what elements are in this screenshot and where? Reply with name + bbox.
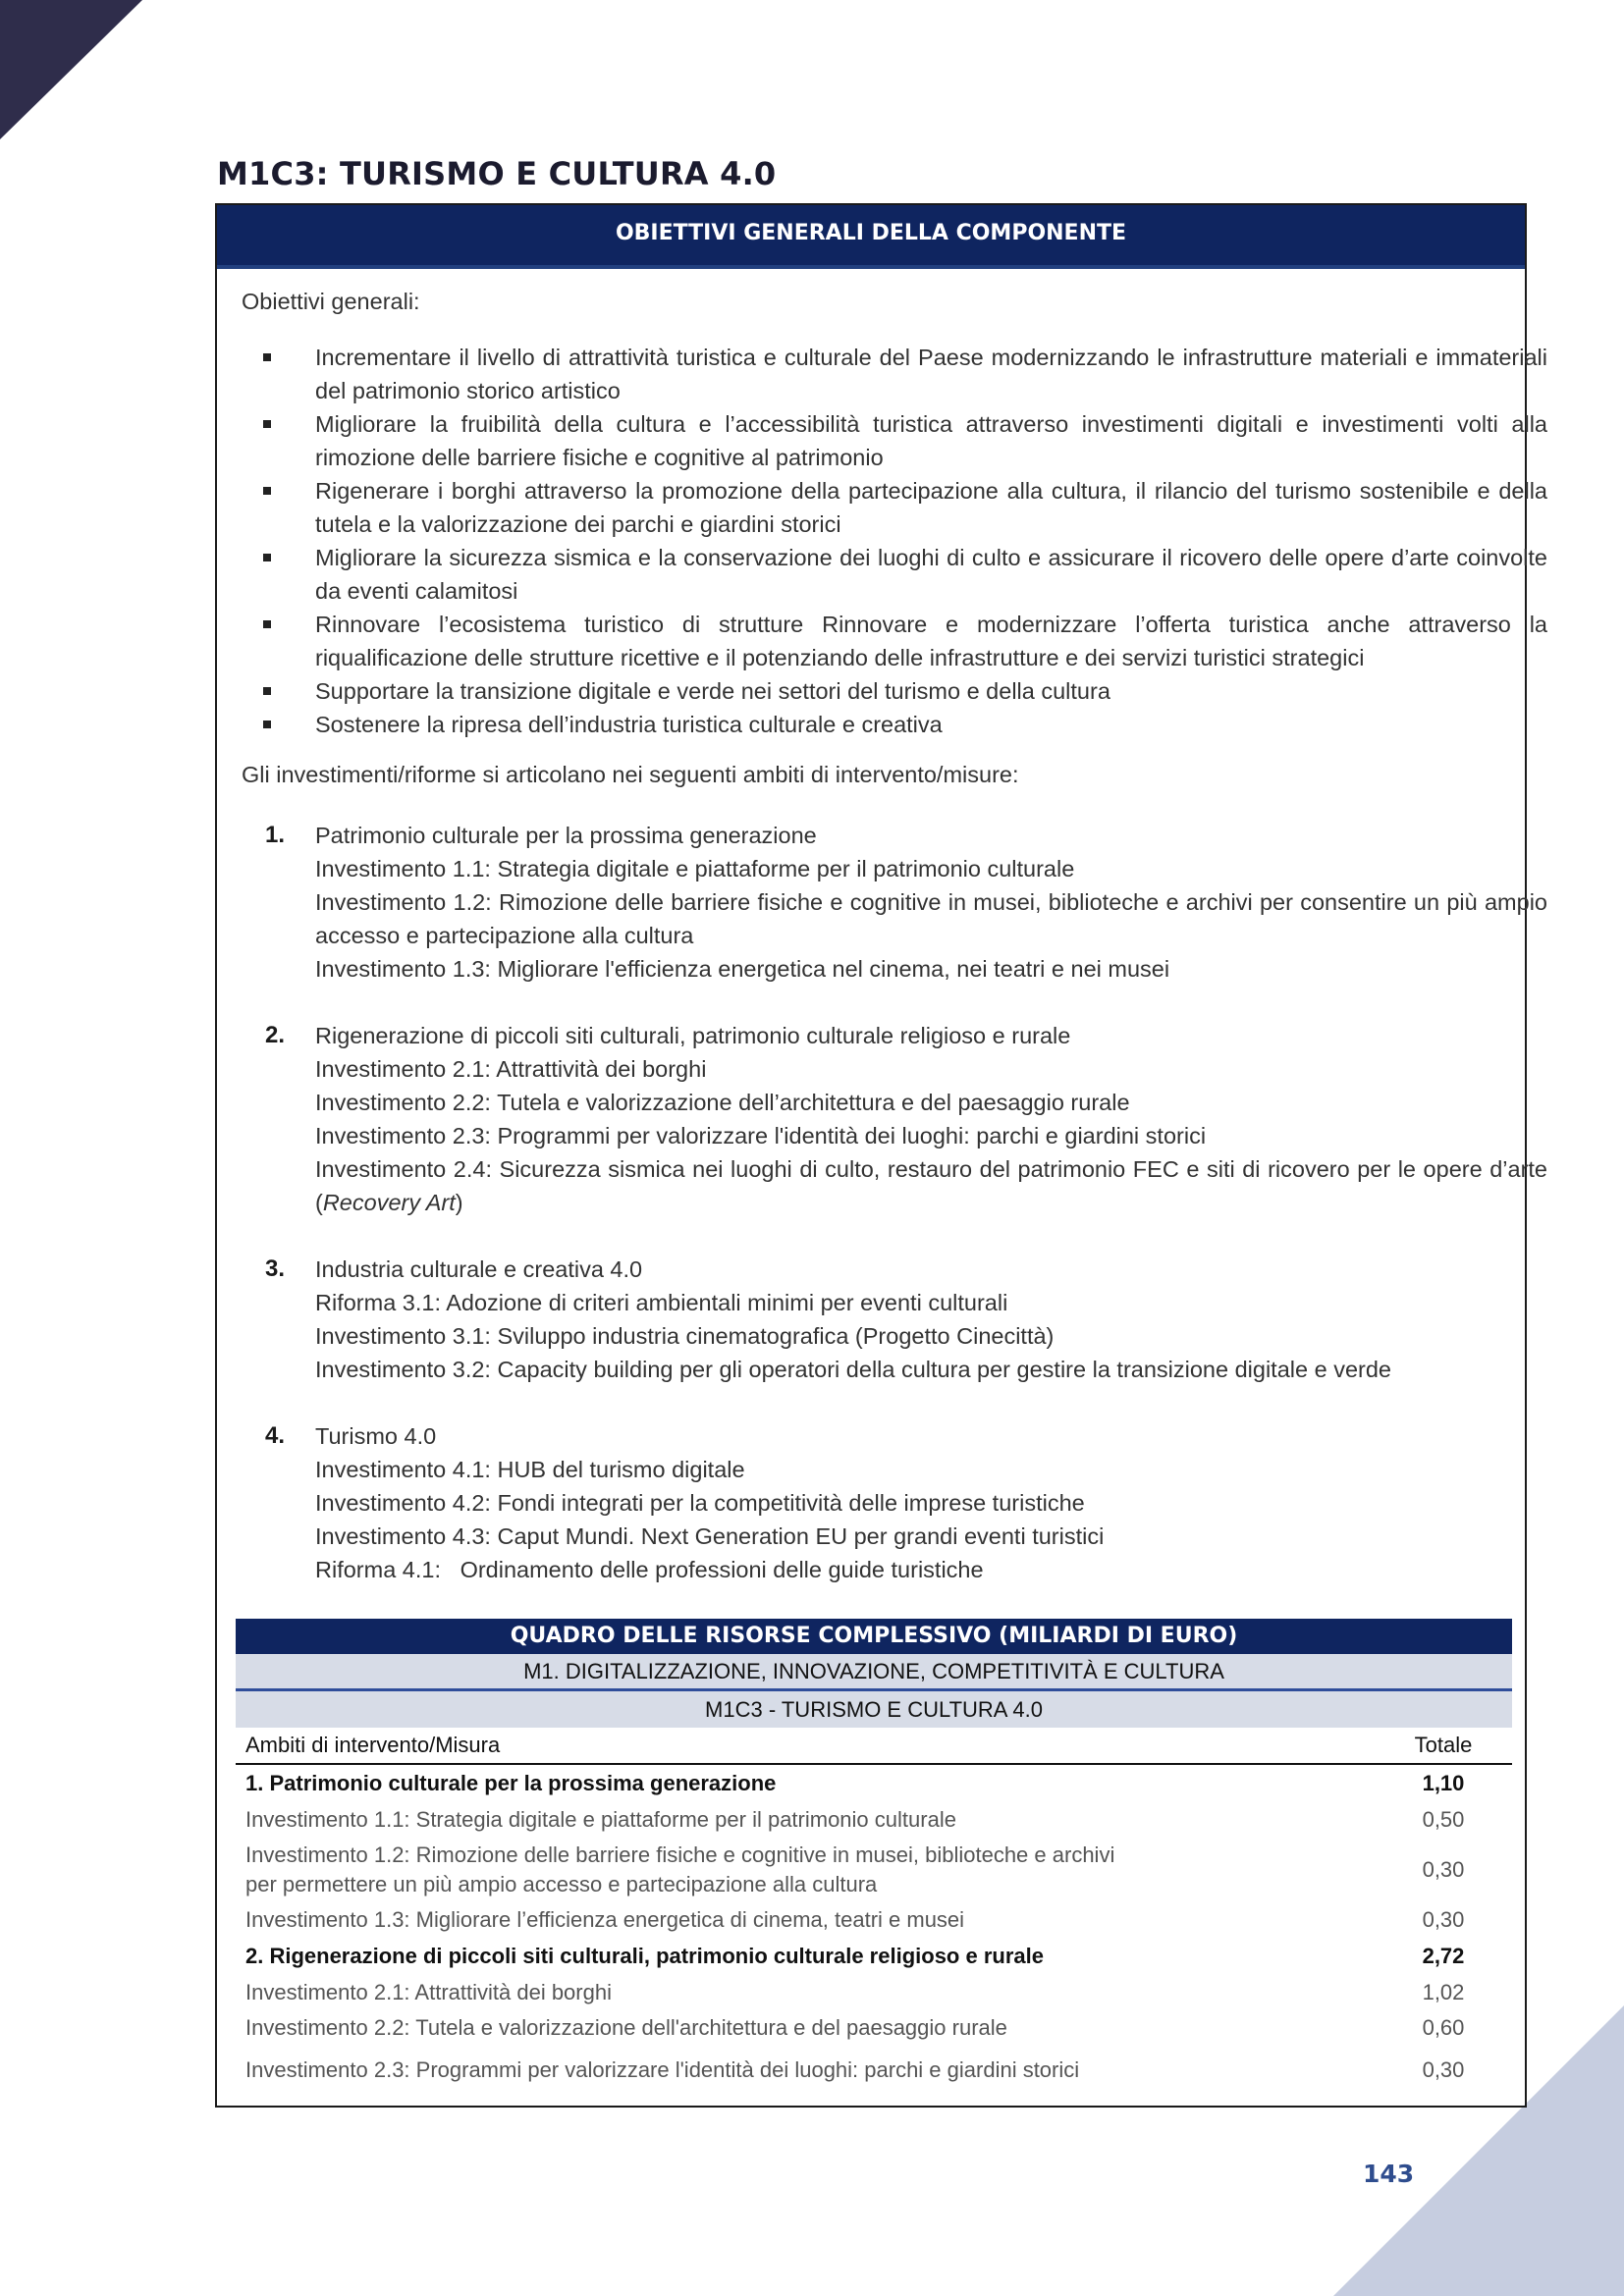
- table-row: [236, 1838, 1512, 1902]
- row-label: Investimento 1.1: Strategia digitale e piattaforme per il patrimonio culturale: [245, 1807, 956, 1832]
- row-label: Investimento 2.2: Tutela e valorizzazione dell'architettura e del paesaggio rurale: [245, 2015, 1007, 2040]
- table-row: [236, 2010, 1512, 2046]
- mission-header: M1. DIGITALIZZAZIONE, INNOVAZIONE, COMPETITIVITÀ E CULTURA: [236, 1654, 1512, 1691]
- ambits-list: [242, 819, 1547, 1620]
- objectives-header: [217, 205, 1525, 269]
- ambit-item: Investimento 2.3: Programmi per valorizzare l'identità dei luoghi: parchi e giardini storici: [315, 1123, 1207, 1148]
- measures-intro: Gli investimenti/riforme si articolano nei seguenti ambiti di intervento/misure:: [242, 762, 1019, 787]
- table-row: [236, 1802, 1512, 1838]
- ambit-number: 4.: [265, 1422, 286, 1449]
- page-number: 143: [1363, 2160, 1415, 2188]
- ambit-item: Riforma 3.1: Adozione di criteri ambientali minimi per eventi culturali: [315, 1290, 1008, 1315]
- ambit-item: Investimento 1.1: Strategia digitale e piattaforme per il patrimonio culturale: [315, 856, 1075, 881]
- row-value: 1,10: [1422, 1771, 1465, 1795]
- row-value: 1,02: [1422, 1980, 1465, 2004]
- ambit-title: Patrimonio culturale per la prossima generazione: [315, 823, 817, 848]
- objectives-bullet-list: [242, 341, 1547, 741]
- row-label: Investimento 2.1: Attrattività dei borghi: [245, 1980, 612, 2004]
- column-header-ambits: Ambiti di intervento/Misura: [236, 1728, 1375, 1764]
- ambit-item-italic: Recovery Art: [322, 1190, 456, 1215]
- ambit-4: [242, 1419, 1547, 1586]
- ambit-2: [242, 1019, 1547, 1219]
- objective-bullet: Rinnovare l’ecosistema turistico di strutture Rinnovare e modernizzare l’offerta turistica anche attraverso la riqualificazione delle strutture ricettive e il potenziando delle infrastrutture e dei servizi turistici strategici: [242, 608, 1547, 674]
- ambit-1: [242, 819, 1547, 986]
- row-label: 2. Rigenerazione di piccoli siti culturali, patrimonio culturale religioso e rurale: [245, 1944, 1044, 1968]
- resources-header: QUADRO DELLE RISORSE COMPLESSIVO (MILIARDI DI EURO): [236, 1619, 1512, 1654]
- table-row: [236, 1938, 1512, 1975]
- objective-bullet: Incrementare il livello di attrattività turistica e culturale del Paese modernizzando le infrastrutture materiali e immateriali del patrimonio storico artistico: [242, 341, 1547, 407]
- ambit-item: Investimento 1.3: Migliorare l'efficienza energetica nel cinema, nei teatri e nei musei: [315, 956, 1170, 982]
- table-header-row: [236, 1728, 1512, 1764]
- row-value: 2,72: [1422, 1944, 1465, 1968]
- ambit-item: Investimento 4.2: Fondi integrati per la competitività delle imprese turistiche: [315, 1490, 1085, 1516]
- column-header-total: Totale: [1375, 1728, 1512, 1764]
- table-row: [236, 1764, 1512, 1802]
- row-value: 0,30: [1422, 1857, 1465, 1882]
- ambit-item-text: Investimento 2.4: Sicurezza sismica nei luoghi di culto, restauro del patrimonio FEC e siti di ricovero per le opere d’arte (: [315, 1156, 1547, 1215]
- row-value: 0,30: [1422, 2057, 1465, 2082]
- ambit-title: Turismo 4.0: [315, 1423, 437, 1449]
- ambit-item: [315, 1152, 1547, 1219]
- row-label: 1. Patrimonio culturale per la prossima generazione: [245, 1771, 777, 1795]
- ambit-number: 2.: [265, 1022, 286, 1048]
- ambit-number: 3.: [265, 1255, 286, 1282]
- row-value: 0,60: [1422, 2015, 1465, 2040]
- ambit-item-text-end: ): [455, 1190, 463, 1215]
- row-value: 0,30: [1422, 1907, 1465, 1932]
- table-row: [236, 1975, 1512, 2010]
- component-box: [215, 203, 1547, 2108]
- row-label: Investimento 1.2: Rimozione delle barriere fisiche e cognitive in musei, biblioteche e archivi per permettere un più ampio accesso e partecipazione alla cultura: [245, 1842, 1115, 1896]
- ambit-3: [242, 1253, 1547, 1386]
- objective-bullet: Supportare la transizione digitale e verde nei settori del turismo e della cultura: [242, 674, 1547, 708]
- ambit-item: Investimento 2.2: Tutela e valorizzazione dell’architettura e del paesaggio rurale: [315, 1090, 1130, 1115]
- table-row: [236, 1902, 1512, 1938]
- ambit-item: Investimento 3.1: Sviluppo industria cinematografica (Progetto Cinecittà): [315, 1323, 1055, 1349]
- row-label: Investimento 2.3: Programmi per valorizzare l'identità dei luoghi: parchi e giardini storici: [245, 2057, 1080, 2082]
- objective-bullet: Migliorare la sicurezza sismica e la conservazione dei luoghi di culto e assicurare il ricovero delle opere d’arte coinvolte da eventi calamitosi: [242, 541, 1547, 608]
- ambit-item: Investimento 1.2: Rimozione delle barriere fisiche e cognitive in musei, biblioteche e archivi per consentire un più ampio accesso e partecipazione alla cultura: [315, 889, 1547, 948]
- row-label: Investimento 1.3: Migliorare l’efficienza energetica di cinema, teatri e musei: [245, 1907, 965, 1932]
- resources-section: [236, 1619, 1512, 2095]
- corner-decoration-top-left: [0, 0, 142, 139]
- page-title: M1C3: TURISMO E CULTURA 4.0: [217, 155, 777, 192]
- ambit-item: Riforma 4.1: Ordinamento delle professioni delle guide turistiche: [315, 1557, 984, 1582]
- ambit-title: Industria culturale e creativa 4.0: [315, 1256, 643, 1282]
- ambit-number: 1.: [265, 822, 286, 848]
- ambit-item: Investimento 4.3: Caput Mundi. Next Generation EU per grandi eventi turistici: [315, 1523, 1105, 1549]
- objective-bullet: Migliorare la fruibilità della cultura e l’accessibilità turistica attraverso investimenti digitali e investimenti volti alla rimozione delle barriere fisiche e cognitive al patrimonio: [242, 407, 1547, 474]
- ambit-title: Rigenerazione di piccoli siti culturali, patrimonio culturale religioso e rurale: [315, 1023, 1071, 1048]
- component-header: M1C3 - TURISMO E CULTURA 4.0: [236, 1691, 1512, 1728]
- resources-table: [236, 1728, 1512, 2095]
- ambit-item: Investimento 3.2: Capacity building per gli operatori della cultura per gestire la transizione digitale e verde: [315, 1357, 1391, 1382]
- objective-bullet: Sostenere la ripresa dell’industria turistica culturale e creativa: [242, 708, 1547, 741]
- ambit-item: Investimento 2.1: Attrattività dei borghi: [315, 1056, 707, 1082]
- row-value: 0,50: [1422, 1807, 1465, 1832]
- objective-bullet: Rigenerare i borghi attraverso la promozione della partecipazione alla cultura, il rilancio del turismo sostenibile e della tutela e la valorizzazione dei parchi e giardini storici: [242, 474, 1547, 541]
- objectives-intro: Obiettivi generali:: [242, 289, 420, 314]
- ambit-item: Investimento 4.1: HUB del turismo digitale: [315, 1457, 745, 1482]
- table-row: [236, 2046, 1512, 2095]
- objectives-header-text: OBIETTIVI GENERALI DELLA COMPONENTE: [615, 221, 1127, 245]
